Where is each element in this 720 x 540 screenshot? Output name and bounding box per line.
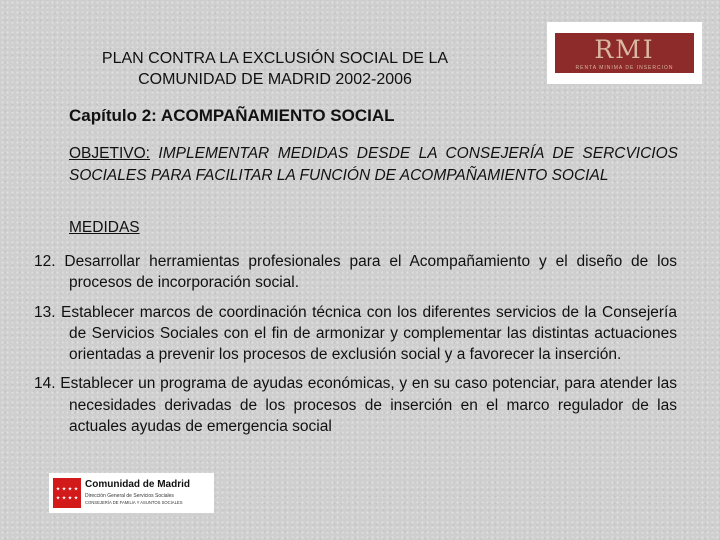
plan-title-line-2: COMUNIDAD DE MADRID 2002-2006 (138, 71, 412, 88)
objective-label: OBJETIVO: (69, 145, 150, 162)
cam-logo-line-1: Dirección General de Servicios Sociales (85, 493, 174, 499)
objective-paragraph (69, 143, 678, 187)
objective-text: IMPLEMENTAR MEDIDAS DESDE LA CONSEJERÍA DE SERCVICIOS SOCIALES PARA FACILITAR LA FUNCIÓN DE ACOMPAÑAMIENTO SOCIAL (69, 145, 678, 184)
measures-list (34, 251, 677, 445)
comunidad-de-madrid-logo (49, 473, 214, 513)
madrid-flag-icon (53, 478, 81, 508)
rmi-logo (547, 22, 702, 84)
plan-title (60, 48, 490, 90)
rmi-logo-band (555, 33, 694, 73)
plan-title-line-1: PLAN CONTRA LA EXCLUSIÓN SOCIAL DE LA (101, 50, 449, 67)
cam-logo-name: Comunidad de Madrid (85, 479, 190, 490)
measure-item-12: 12. Desarrollar herramientas profesionales para el Acompañamiento y el diseño de los procesos de incorporación social. (34, 253, 677, 292)
chapter-heading: Capítulo 2: ACOMPAÑAMIENTO SOCIAL (69, 106, 395, 125)
measure-item-14: 14. Establecer un programa de ayudas económicas, y en su caso potenciar, para atender las necesidades derivadas de los procesos de inserción en el marco regulador de las actuales ayudas de emergencia social (34, 375, 677, 436)
rmi-logo-letters: RMI (594, 35, 655, 64)
measure-item-13: 13. Establecer marcos de coordinación técnica con los diferentes servicios de la Consejería de Servicios Sociales con el fin de armonizar y complementar las distintas actuaciones orientadas a prevenir los procesos de exclusión social y a favorecer la inserción. (34, 303, 677, 364)
rmi-logo-subtitle: RENTA MÍNIMA DE INSERCIÓN (575, 65, 674, 71)
cam-logo-line-2: CONSEJERÍA DE FAMILIA Y ASUNTOS SOCIALES (85, 500, 183, 505)
measures-heading: MEDIDAS (69, 219, 140, 236)
